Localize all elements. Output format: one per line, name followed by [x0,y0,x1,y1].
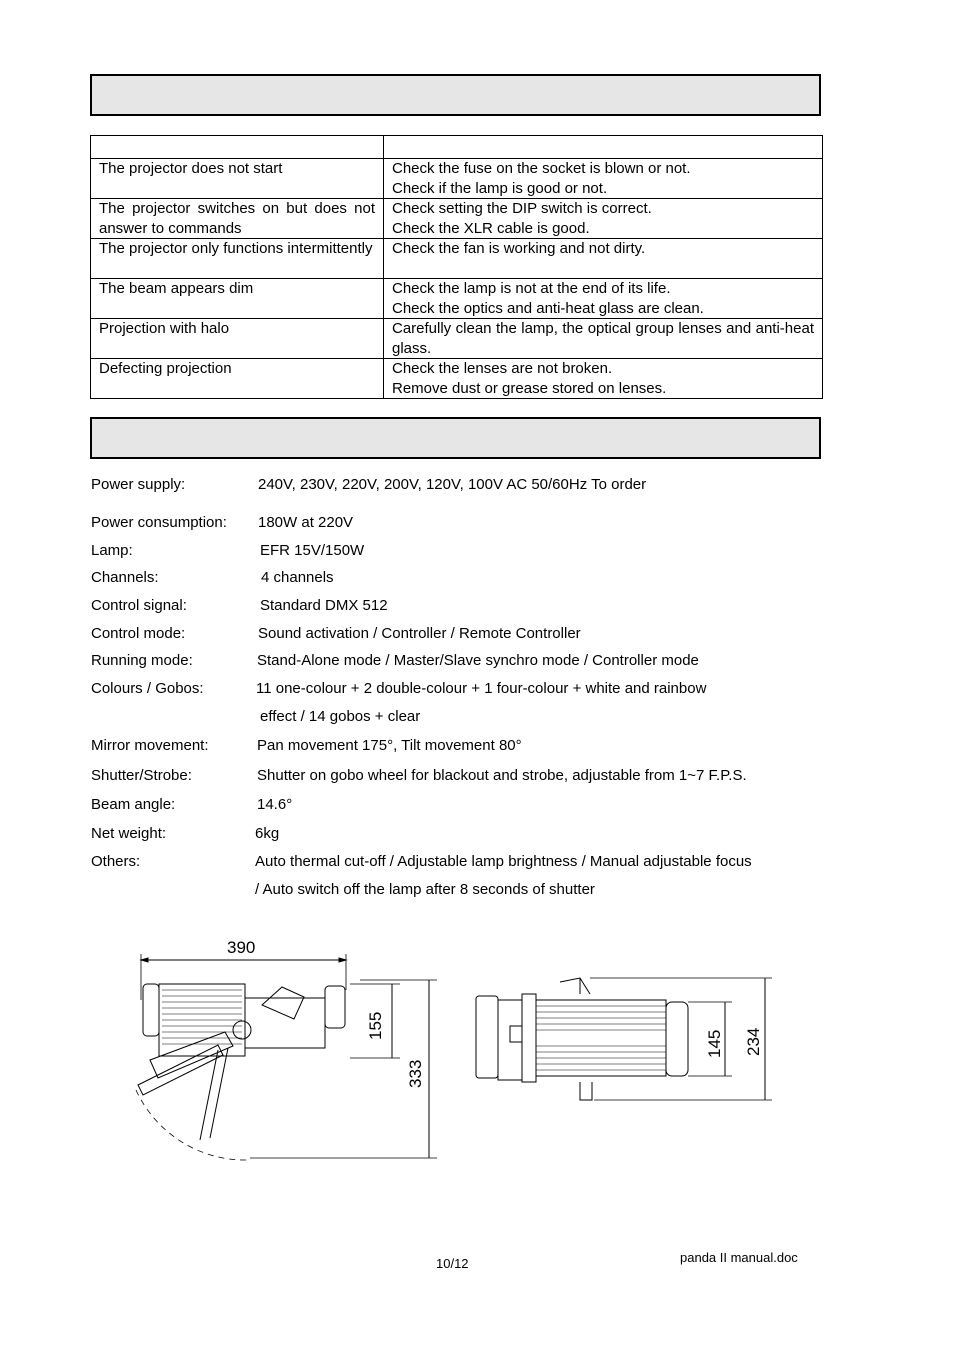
top-clamp [560,978,590,994]
spec-value: EFR 15V/150W [260,542,365,559]
spec-label: Colours / Gobos: [91,680,204,697]
spec-value: 4 channels [261,569,334,586]
solution-line: Check the lamp is not at the end of its life. [392,280,671,297]
solution-cell [384,239,823,279]
spec-value: Shutter on gobo wheel for blackout and strobe, adjustable from 1~7 F.P.S. [257,767,747,784]
spec-value: 180W at 220V [258,514,354,531]
table-row [91,319,823,359]
table-row [91,239,823,279]
problem-cell: Defecting projection [91,359,384,399]
problem-cell: The projector does not start [91,159,384,199]
troubleshooting-title-bar [90,74,821,116]
table-row [91,359,823,399]
dimension-drawing [0,920,954,1180]
spec-label: Control mode: [91,625,186,642]
spec-value: 240V, 230V, 220V, 200V, 120V, 100V AC 50/60Hz To order [258,476,647,493]
spec-label: Lamp: [91,542,133,559]
front-cap [666,1002,688,1076]
mirror-unit [262,987,304,1019]
problem-cell: The projector only functions intermittently [91,239,384,279]
spec-value: Auto thermal cut-off / Adjustable lamp brightness / Manual adjustable focus [255,853,752,870]
table-row [91,199,823,239]
spec-value: Standard DMX 512 [260,597,388,614]
front-lens [325,986,345,1028]
solution-line: Check if the lamp is good or not. [392,179,608,197]
side-head-height-label: 155 [366,1011,385,1040]
rear-panel [476,996,498,1078]
spec-value: Sound activation / Controller / Remote Controller [258,625,581,642]
spec-label: Control signal: [91,597,187,614]
rear-cap [143,984,159,1036]
table-row [91,159,823,199]
spec-label: Others: [91,853,141,870]
bracket-leg [210,1048,228,1138]
bracket-leg [200,1050,218,1140]
spec-label: Net weight: [91,825,167,842]
troubleshooting-table [90,135,823,399]
top-body-height-label: 145 [705,1029,724,1058]
spec-label: Mirror movement: [91,737,209,754]
solution-cell [384,279,823,319]
solution-line: Remove dust or grease stored on lenses. [392,379,667,397]
table-header-row [91,136,823,159]
document-name: panda II manual.doc [680,1250,798,1265]
collar [522,994,536,1082]
swing-arc [136,1090,248,1160]
problem-cell: The projector switches on but does not answer to commands [91,199,384,239]
spec-label: Power supply: [91,476,186,493]
spec-label: Beam angle: [91,796,176,813]
head-body [245,998,325,1048]
page-number: 10/12 [436,1256,469,1271]
solution-line: Check the XLR cable is good. [392,219,590,237]
power-socket [510,1026,522,1042]
body-fins [536,1006,666,1070]
spec-label: Channels: [91,569,159,586]
solution-cell [384,199,823,239]
main-body [536,1000,666,1076]
top-view-drawing [476,978,772,1100]
spec-value-continued: effect / 14 gobos + clear [260,708,421,725]
table-header-cell [384,136,823,159]
solution-line: Check the optics and anti-heat glass are clean. [392,299,704,317]
spec-value-continued: / Auto switch off the lamp after 8 seconds of shutter [255,881,595,898]
solution-line: Check setting the DIP switch is correct. [392,200,652,217]
spec-value: Stand-Alone mode / Master/Slave synchro mode / Controller mode [257,652,699,669]
specifications-title-bar [90,417,821,459]
solution-cell [384,159,823,199]
pivot-knob [233,1021,251,1039]
solution-cell [384,359,823,399]
spec-value: 6kg [255,825,280,842]
bottom-clamp [580,1082,592,1100]
top-total-height-label: 234 [744,1027,763,1056]
side-view-drawing [136,954,437,1160]
spec-value: 14.6° [257,796,293,813]
solution-line: Check the fan is working and not dirty. [392,240,646,257]
table-header-cell [91,136,384,159]
table-row [91,279,823,319]
side-width-label: 390 [227,938,256,957]
spec-value: 11 one-colour + 2 double-colour + 1 four-colour + white and rainbow [256,680,707,697]
solution-cell: Carefully clean the lamp, the optical group lenses and anti-heat glass. [384,319,823,359]
solution-line: Check the lenses are not broken. [392,360,613,377]
problem-cell: Projection with halo [91,319,384,359]
spec-label: Shutter/Strobe: [91,767,192,784]
spec-label: Power consumption: [91,514,227,531]
problem-cell: The beam appears dim [91,279,384,319]
spec-value: Pan movement 175°, Tilt movement 80° [257,737,522,754]
solution-line: Check the fuse on the socket is blown or not. [392,160,691,177]
spec-label: Running mode: [91,652,193,669]
housing-fins [162,990,242,1044]
side-total-height-label: 333 [406,1059,425,1088]
